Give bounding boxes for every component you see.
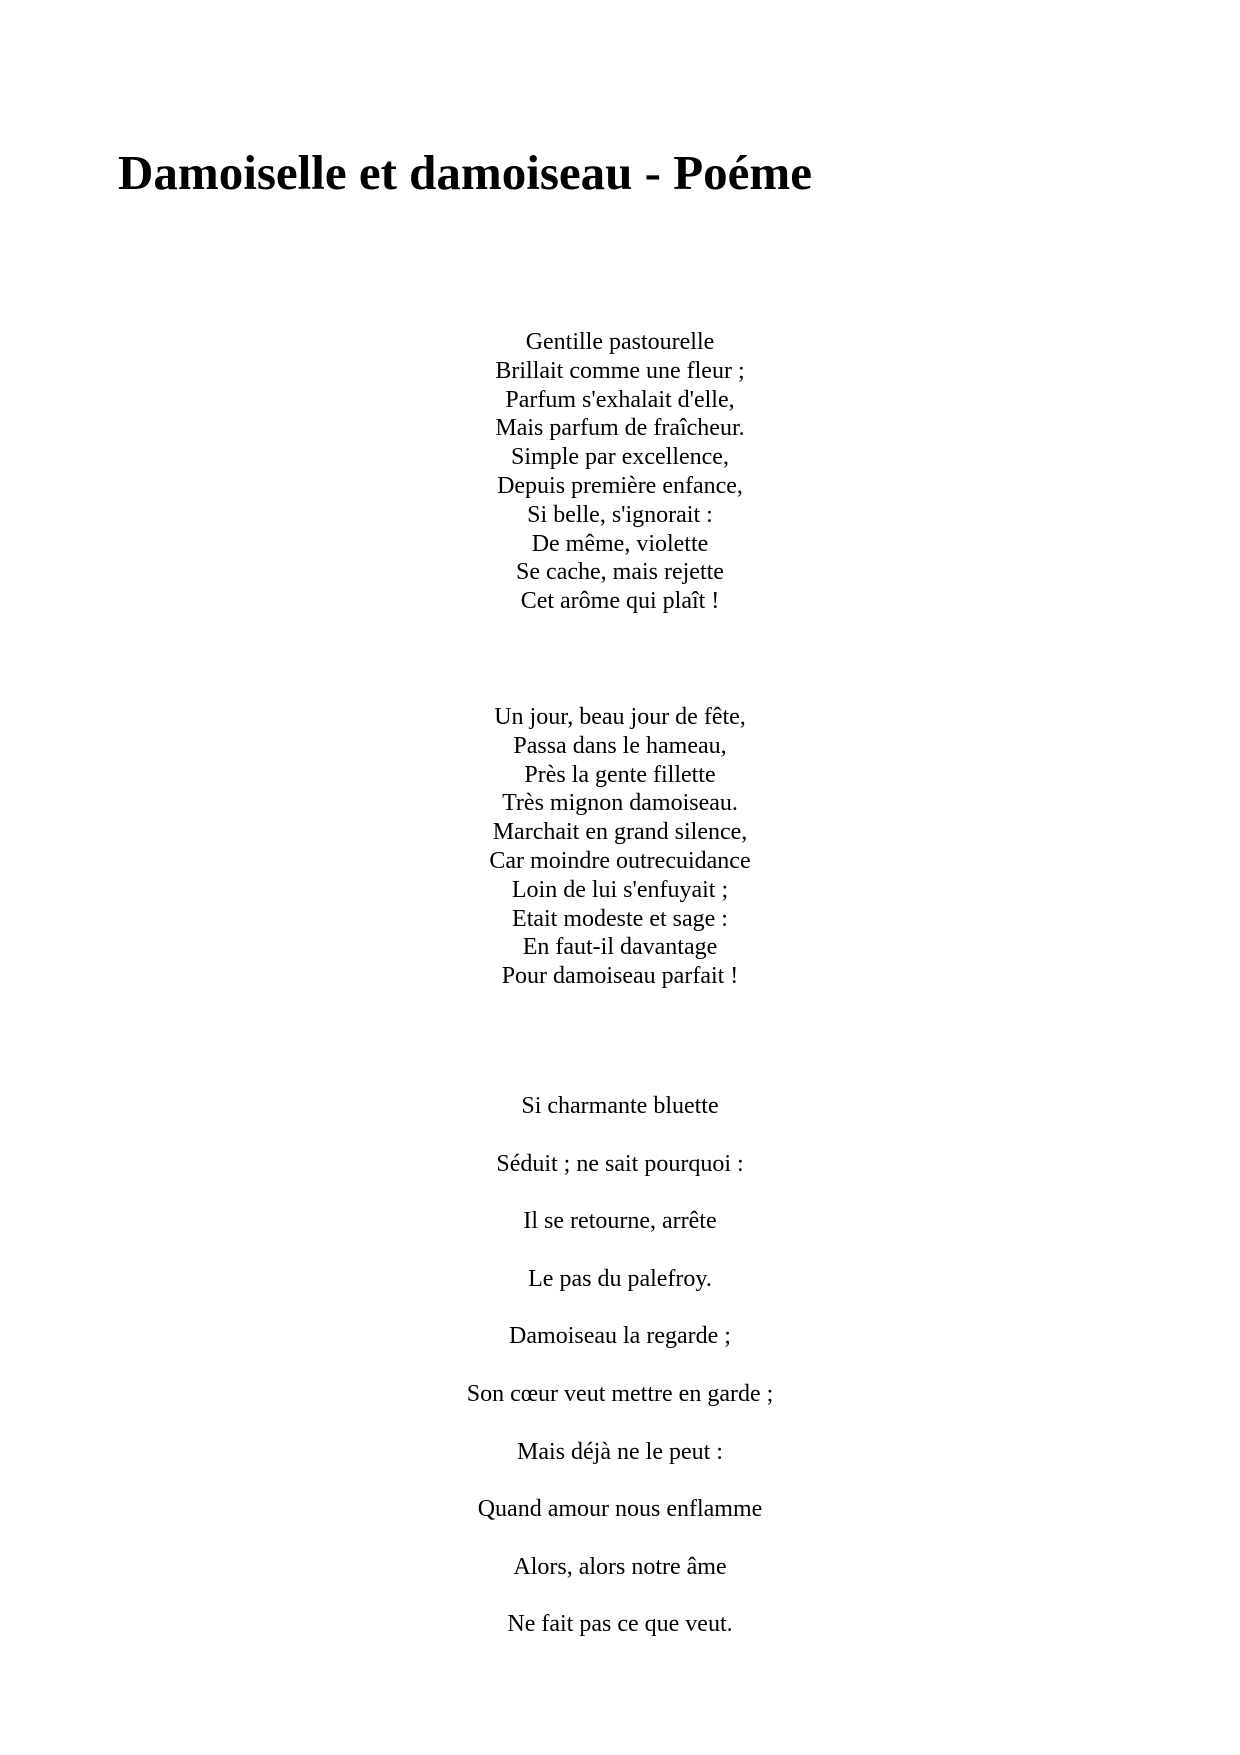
poem-line: Mais déjà ne le peut :	[517, 1438, 723, 1465]
stanza-1	[420, 328, 820, 616]
poem-line: Parfum s'exhalait d'elle,	[505, 386, 735, 413]
poem-line: Etait modeste et sage :	[512, 905, 728, 932]
poem-line: Si charmante bluette	[521, 1093, 719, 1119]
poem-line: Marchait en grand silence,	[492, 819, 748, 846]
poem-line: Alors, alors notre âme	[513, 1553, 727, 1580]
poem-line: Passa dans le hameau,	[513, 732, 727, 759]
poem-title: Damoiselle et damoiseau - Poéme	[118, 145, 812, 200]
poem-line: Quand amour nous enflamme	[477, 1496, 763, 1523]
poem-line: En faut-il davantage	[522, 934, 718, 961]
poem-line: Ne fait pas ce que veut.	[507, 1611, 733, 1638]
poem-line: Damoiseau la regarde ;	[509, 1323, 731, 1350]
stanza-3	[420, 1078, 820, 1654]
poem-line: Cet arôme qui plaît !	[520, 588, 720, 615]
poem-line: Il se retourne, arrête	[523, 1208, 717, 1235]
poem-line: Loin de lui s'enfuyait ;	[511, 876, 729, 903]
poem-line: Pour damoiseau parfait !	[501, 963, 739, 990]
poem-line: Un jour, beau jour de fête,	[494, 704, 746, 730]
poem-line: Très mignon damoiseau.	[502, 790, 738, 817]
poem-line: Mais parfum de fraîcheur.	[495, 415, 745, 442]
poem-line: Près la gente fillette	[524, 761, 716, 788]
poem-line: Le pas du palefroy.	[528, 1265, 712, 1292]
poem-line: Depuis première enfance,	[497, 472, 743, 499]
poem-line: Se cache, mais rejette	[516, 559, 724, 586]
poem-line: Brillait comme une fleur ;	[495, 357, 745, 384]
poem-line: Séduit ; ne sait pourquoi :	[496, 1150, 744, 1177]
poem-line: De même, violette	[531, 530, 709, 557]
poem-line: Simple par excellence,	[511, 444, 729, 471]
poem-line: Gentille pastourelle	[525, 329, 715, 355]
stanza-2	[420, 703, 820, 991]
poem-line: Son cœur veut mettre en garde ;	[466, 1380, 774, 1407]
poem-line: Car moindre outrecuidance	[489, 847, 751, 874]
poem-line: Si belle, s'ignorait :	[527, 501, 713, 528]
